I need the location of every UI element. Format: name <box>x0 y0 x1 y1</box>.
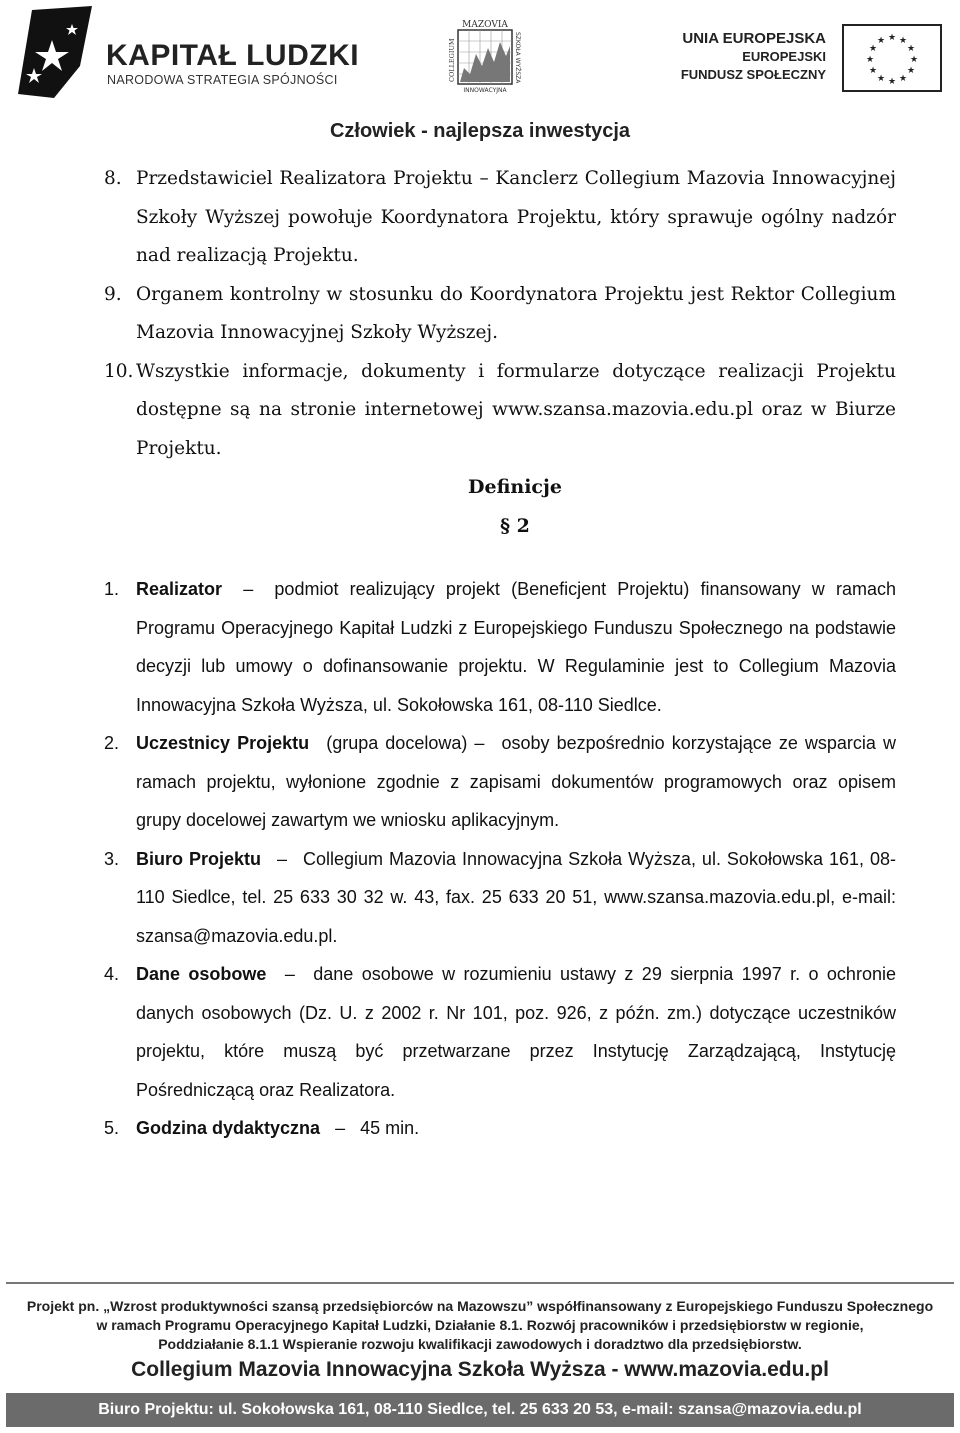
collegium-mazovia-emblem-icon <box>440 18 530 94</box>
paragraph-number: § 2 <box>500 515 530 537</box>
definition-separator: – <box>243 579 254 599</box>
definition-term: Godzina dydaktyczna <box>136 1118 321 1138</box>
svg-text:★: ★ <box>868 44 878 54</box>
definition-number: 1. <box>104 579 120 599</box>
definition-number: 4. <box>104 964 120 984</box>
item-text: Organem kontrolny w stosunku do Koordynatora Projektu jest Rektor Collegium Mazovia Innowacyjnej Szkoły Wyższej. <box>136 283 896 343</box>
svg-text:★: ★ <box>906 44 916 54</box>
document-body <box>0 160 960 1148</box>
item-text: Wszystkie informacje, dokumenty i formularze dotyczące realizacji Projektu dostępne są na stronie internetowej www.szansa.mazovia.edu.pl oraz w Biurze Projektu. <box>136 360 896 459</box>
definition-number: 3. <box>104 848 120 869</box>
cm-logo-bottom-text: INNOWACYJNA <box>463 87 507 94</box>
page-footer <box>0 1282 960 1433</box>
definition-text: podmiot realizujący projekt (Beneficjent Projektu) finansowany w ramach Programu Operacyjnego Kapitał Ludzki z Europejskiego Funduszu Społecznego na podstawie decyzji lub umowy o dofinansowanie projektu. W Regulaminie jest to Collegium Mazovia Innowacyjna Szkoła Wyższa, ul. Sokołowska 161, 08-110 Siedlce. <box>136 579 896 715</box>
list-item <box>0 353 960 469</box>
footer-project-line-1: Projekt pn. „Wzrost produktywności szansą przedsiębiorców na Mazowszu” współfinansowany z Europejskiego Funduszu Społecznego <box>26 1298 934 1314</box>
definition-text: 45 min. <box>360 1118 420 1138</box>
eu-flag-icon <box>842 24 942 92</box>
definition-number: 5. <box>104 1118 120 1138</box>
ue-text-block <box>681 30 826 84</box>
definition-item <box>0 955 960 1109</box>
svg-text:★: ★ <box>876 36 886 46</box>
tagline: Człowiek - najlepsza inwestycja <box>329 120 631 142</box>
ue-line-2: EUROPEJSKI <box>742 49 826 64</box>
footer-institution: Collegium Mazovia Innowacyjna Szkoła Wyższa - www.mazovia.edu.pl <box>131 1358 829 1381</box>
list-item <box>0 276 960 353</box>
section-title: Definicje <box>468 476 562 498</box>
svg-text:★: ★ <box>887 33 897 43</box>
footer-divider <box>6 1282 954 1284</box>
cm-logo-top-text: MAZOVIA <box>462 20 508 30</box>
definition-item <box>0 840 960 956</box>
item-number: 8. <box>104 168 122 189</box>
definition-separator: – <box>284 964 295 984</box>
kapital-ludzki-subtitle: NARODOWA STRATEGIA SPÓJNOŚCI <box>107 73 338 87</box>
kapital-ludzki-title: KAPITAŁ LUDZKI <box>106 39 360 72</box>
kapital-ludzki-emblem-icon <box>14 6 94 102</box>
definition-separator: – <box>335 1118 346 1138</box>
footer-office-bar: Biuro Projektu: ul. Sokołowska 161, 08-110 Siedlce, tel. 25 633 20 53, e-mail: szansa@mazovia.edu.pl <box>6 1393 954 1427</box>
list-item <box>0 160 960 276</box>
definition-term: Uczestnicy Projektu <box>136 733 310 753</box>
svg-text:★: ★ <box>887 77 897 87</box>
collegium-mazovia-logo <box>440 18 530 94</box>
footer-project-line-3: Poddziałanie 8.1.1 Wspieranie rozwoju kwalifikacji zawodowych i doradztwo dla przedsiębiorstw. <box>158 1336 802 1352</box>
ue-line-3: FUNDUSZ SPOŁECZNY <box>680 67 826 82</box>
definition-term: Realizator <box>136 579 223 599</box>
definition-separator: – <box>277 848 288 869</box>
definition-item <box>0 570 960 724</box>
item-number: 10. <box>104 360 134 382</box>
svg-text:★: ★ <box>906 66 916 76</box>
definition-separator: (grupa docelowa) – <box>326 733 485 753</box>
svg-text:★: ★ <box>898 74 908 84</box>
svg-text:★: ★ <box>865 55 875 65</box>
definitions-list <box>0 570 960 1148</box>
definition-number: 2. <box>104 733 120 753</box>
svg-text:★: ★ <box>909 55 919 65</box>
kapital-ludzki-logo <box>14 6 360 102</box>
cm-logo-left-text: COLLEGIUM <box>448 38 456 82</box>
svg-text:★: ★ <box>876 74 886 84</box>
page-header <box>0 0 960 150</box>
definition-item <box>0 724 960 840</box>
definition-term: Dane osobowe <box>136 964 267 984</box>
definition-item <box>0 1109 960 1148</box>
item-number: 9. <box>104 283 122 305</box>
definition-term: Biuro Projektu <box>136 848 261 869</box>
definition-text: Collegium Mazovia Innowacyjna Szkoła Wyższa, ul. Sokołowska 161, 08-110 Siedlce, tel. 25 633 30 32 w. 43, fax. 25 633 20 51, www.szansa.mazovia.edu.pl, e-mail: szansa@mazovia.edu.pl. <box>136 848 896 946</box>
ue-efs-logo <box>680 24 942 96</box>
definition-text: osoby bezpośrednio korzystające ze wsparcia w ramach projektu, wyłonione zgodnie z zapisami dokumentów programowych oraz opisem grupy docelowej zawartym we wniosku aplikacyjnym. <box>136 733 896 830</box>
footer-project-line-2: w ramach Programu Operacyjnego Kapitał Ludzki, Działanie 8.1. Rozwój pracowników i przedsiębiorstw w regionie, <box>96 1317 864 1333</box>
svg-text:★: ★ <box>898 36 908 46</box>
definition-text: dane osobowe w rozumieniu ustawy z 29 sierpnia 1997 r. o ochronie danych osobowych (Dz. U. z 2002 r. Nr 101, poz. 926, z późn. zm.) dotyczące uczestników projektu, które muszą być przetwarzane przez Instytucję Zarządzającą, Instytucję Pośredniczącą oraz Realizatora. <box>136 964 896 1100</box>
item-text: Przedstawiciel Realizatora Projektu – Kanclerz Collegium Mazovia Innowacyjnej Szkoły Wyższej powołuje Koordynatora Projektu, który sprawuje ogólny nadzór nad realizacją Projektu. <box>136 168 896 266</box>
cm-logo-right-text: SZKOŁA WYŻSZA <box>514 32 521 84</box>
ue-line-1: UNIA EUROPEJSKA <box>682 30 826 47</box>
svg-text:★: ★ <box>868 66 878 76</box>
